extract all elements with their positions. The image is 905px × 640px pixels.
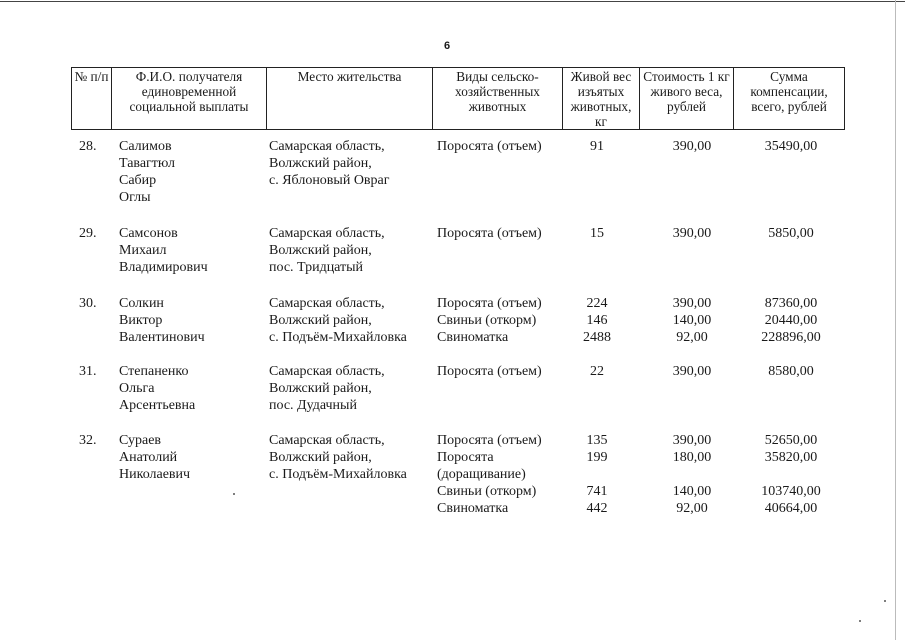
- animal-type: [437, 242, 567, 259]
- residence: Самарская область,: [269, 364, 385, 379]
- recipient-name-cell: [119, 295, 269, 346]
- live-weight-cell: [563, 225, 631, 276]
- row-number: 28.: [79, 139, 97, 154]
- price-per-kg-cell: [646, 363, 738, 414]
- header-price: Стоимость 1 кг живого веса, рублей: [640, 68, 734, 130]
- animal-type: Поросята (отъем): [437, 139, 542, 154]
- recipient-name: Валентинович: [119, 330, 205, 345]
- recipient-name: Оглы: [119, 190, 151, 205]
- row-number-cell: [79, 432, 105, 449]
- recipient-name: Сураев: [119, 433, 162, 448]
- header-type: Виды сельско-хозяйственных животных: [433, 68, 563, 130]
- animal-type: Поросята (отъем): [437, 433, 542, 448]
- recipient-name-cell: [119, 138, 269, 206]
- live-weight: [563, 189, 631, 206]
- row-number: 29.: [79, 226, 97, 241]
- row-number-cell: [79, 225, 105, 242]
- residence-cell: [269, 363, 434, 414]
- live-weight: 224: [586, 296, 608, 311]
- recipient-name: Виктор: [119, 313, 163, 328]
- compensation-sum: [739, 466, 843, 483]
- compensation-sum: 103740,00: [761, 484, 821, 499]
- live-weight: 199: [586, 450, 608, 465]
- live-weight-cell: [563, 432, 631, 517]
- residence: с. Подъём-Михайловка: [269, 467, 407, 482]
- header-num: № п/п: [72, 68, 112, 130]
- live-weight: 22: [590, 364, 604, 379]
- live-weight: [563, 172, 631, 189]
- price-per-kg: 180,00: [672, 450, 712, 465]
- compensation-sum-cell: [739, 138, 843, 206]
- compensation-sum: 87360,00: [764, 296, 818, 311]
- price-per-kg: [646, 380, 738, 397]
- price-per-kg: 140,00: [672, 484, 712, 499]
- price-per-kg: [646, 397, 738, 414]
- header-sum: Сумма компенсации, всего, рублей: [734, 68, 845, 130]
- price-per-kg: 390,00: [672, 139, 712, 154]
- compensation-sum: [739, 380, 843, 397]
- price-per-kg-cell: [646, 432, 738, 517]
- row-number-cell: [79, 363, 105, 380]
- animal-type: Свиньи (откорм): [437, 313, 537, 328]
- row-number: 31.: [79, 364, 97, 379]
- compensation-sum: [739, 259, 843, 276]
- recipient-name-cell: [119, 432, 269, 483]
- compensation-sum-cell: [739, 225, 843, 276]
- compensation-sum-cell: [739, 295, 843, 346]
- animal-type: Поросята (отъем): [437, 226, 542, 241]
- price-per-kg: [646, 242, 738, 259]
- residence: с. Яблоновый Овраг: [269, 173, 390, 188]
- live-weight: 2488: [583, 330, 611, 345]
- price-per-kg: [646, 189, 738, 206]
- row-number: 32.: [79, 433, 97, 448]
- header-weight: Живой вес изъятых животных, кг: [563, 68, 640, 130]
- compensation-sum: [739, 189, 843, 206]
- recipient-name: Салимов: [119, 139, 172, 154]
- compensation-sum: 228896,00: [761, 330, 821, 345]
- price-per-kg: 390,00: [672, 364, 712, 379]
- compensation-sum: 40664,00: [764, 501, 818, 516]
- live-weight: [563, 155, 631, 172]
- compensation-sum: 20440,00: [764, 313, 818, 328]
- compensation-sum: [739, 172, 843, 189]
- price-per-kg: 140,00: [672, 313, 712, 328]
- compensation-sum: 8580,00: [768, 364, 814, 379]
- price-per-kg: 92,00: [676, 501, 708, 516]
- residence: Самарская область,: [269, 433, 385, 448]
- live-weight: [563, 397, 631, 414]
- live-weight: 741: [586, 484, 608, 499]
- price-per-kg: 390,00: [672, 296, 712, 311]
- price-per-kg: 390,00: [672, 226, 712, 241]
- compensation-sum: 35490,00: [764, 139, 818, 154]
- animal-type: [437, 397, 567, 414]
- residence: Волжский район,: [269, 450, 372, 465]
- animal-type: Свиньи (откорм): [437, 484, 537, 499]
- recipient-name: Солкин: [119, 296, 164, 311]
- price-per-kg: 390,00: [672, 433, 712, 448]
- scan-right-edge: [895, 0, 896, 640]
- live-weight: 442: [586, 501, 608, 516]
- recipient-name: Арсентьевна: [119, 398, 196, 413]
- table-header: [71, 67, 845, 130]
- residence: с. Подъём-Михайловка: [269, 330, 407, 345]
- price-per-kg: [646, 259, 738, 276]
- page-number: 6: [443, 40, 451, 52]
- compensation-sum: [739, 155, 843, 172]
- animal-type-cell: [437, 432, 567, 517]
- recipient-name: Сабир: [119, 173, 157, 188]
- animal-type-cell: [437, 363, 567, 414]
- animal-type: Поросята: [437, 450, 494, 465]
- price-per-kg-cell: [646, 138, 738, 206]
- live-weight: [563, 380, 631, 397]
- animal-type: Свиноматка: [437, 501, 509, 516]
- residence-cell: [269, 138, 434, 189]
- animal-type-cell: [437, 295, 567, 346]
- animal-type-cell: [437, 138, 567, 206]
- price-per-kg: [646, 172, 738, 189]
- scan-speck: [859, 620, 861, 622]
- residence-cell: [269, 295, 434, 346]
- residence-cell: [269, 225, 434, 276]
- price-per-kg-cell: [646, 225, 738, 276]
- recipient-name: Михаил: [119, 243, 167, 258]
- animal-type: Поросята (отъем): [437, 364, 542, 379]
- compensation-sum-cell: [739, 432, 843, 517]
- row-number: 30.: [79, 296, 97, 311]
- recipient-name: Владимирович: [119, 260, 208, 275]
- header-name: Ф.И.О. получателя единовременной социальной выплаты: [112, 68, 267, 130]
- recipient-name: Ольга: [119, 381, 155, 396]
- animal-type: (доращивание): [437, 467, 526, 482]
- recipient-name-cell: [119, 225, 269, 276]
- live-weight: 146: [586, 313, 608, 328]
- live-weight-cell: [563, 295, 631, 346]
- recipient-name: Николаевич: [119, 467, 191, 482]
- compensation-sum: [739, 397, 843, 414]
- price-per-kg: 92,00: [676, 330, 708, 345]
- recipient-name: Степаненко: [119, 364, 189, 379]
- header-row: [72, 68, 845, 130]
- residence: Самарская область,: [269, 139, 385, 154]
- animal-type-cell: [437, 225, 567, 276]
- animal-type: Свиноматка: [437, 330, 509, 345]
- scan-speck: [233, 493, 235, 495]
- live-weight: 91: [590, 139, 604, 154]
- live-weight: [563, 466, 631, 483]
- residence: Волжский район,: [269, 243, 372, 258]
- price-per-kg: [646, 466, 738, 483]
- animal-type: [437, 172, 567, 189]
- recipient-name: Тавагтюл: [119, 156, 176, 171]
- scan-speck: [884, 600, 886, 602]
- compensation-sum-cell: [739, 363, 843, 414]
- live-weight: [563, 259, 631, 276]
- compensation-sum: 52650,00: [764, 433, 818, 448]
- live-weight: 15: [590, 226, 604, 241]
- animal-type: [437, 189, 567, 206]
- residence: Волжский район,: [269, 381, 372, 396]
- recipient-name: Анатолий: [119, 450, 178, 465]
- residence: Волжский район,: [269, 156, 372, 171]
- price-per-kg: [646, 155, 738, 172]
- live-weight: [563, 242, 631, 259]
- animal-type: [437, 155, 567, 172]
- animal-type: [437, 380, 567, 397]
- residence: Волжский район,: [269, 313, 372, 328]
- live-weight-cell: [563, 138, 631, 206]
- compensation-sum: [739, 242, 843, 259]
- residence: Самарская область,: [269, 296, 385, 311]
- live-weight: 135: [586, 433, 608, 448]
- live-weight-cell: [563, 363, 631, 414]
- row-number-cell: [79, 138, 105, 155]
- residence: Самарская область,: [269, 226, 385, 241]
- animal-type: Поросята (отъем): [437, 296, 542, 311]
- row-number-cell: [79, 295, 105, 312]
- animal-type: [437, 259, 567, 276]
- recipient-name-cell: [119, 363, 269, 414]
- header-place: Место жительства: [267, 68, 433, 130]
- recipient-name: Самсонов: [119, 226, 178, 241]
- residence: пос. Дудачный: [269, 398, 357, 413]
- compensation-sum: 35820,00: [764, 450, 818, 465]
- scan-top-edge: [0, 1, 905, 2]
- residence: пос. Тридцатый: [269, 260, 364, 275]
- residence-cell: [269, 432, 434, 483]
- compensation-sum: 5850,00: [768, 226, 814, 241]
- price-per-kg-cell: [646, 295, 738, 346]
